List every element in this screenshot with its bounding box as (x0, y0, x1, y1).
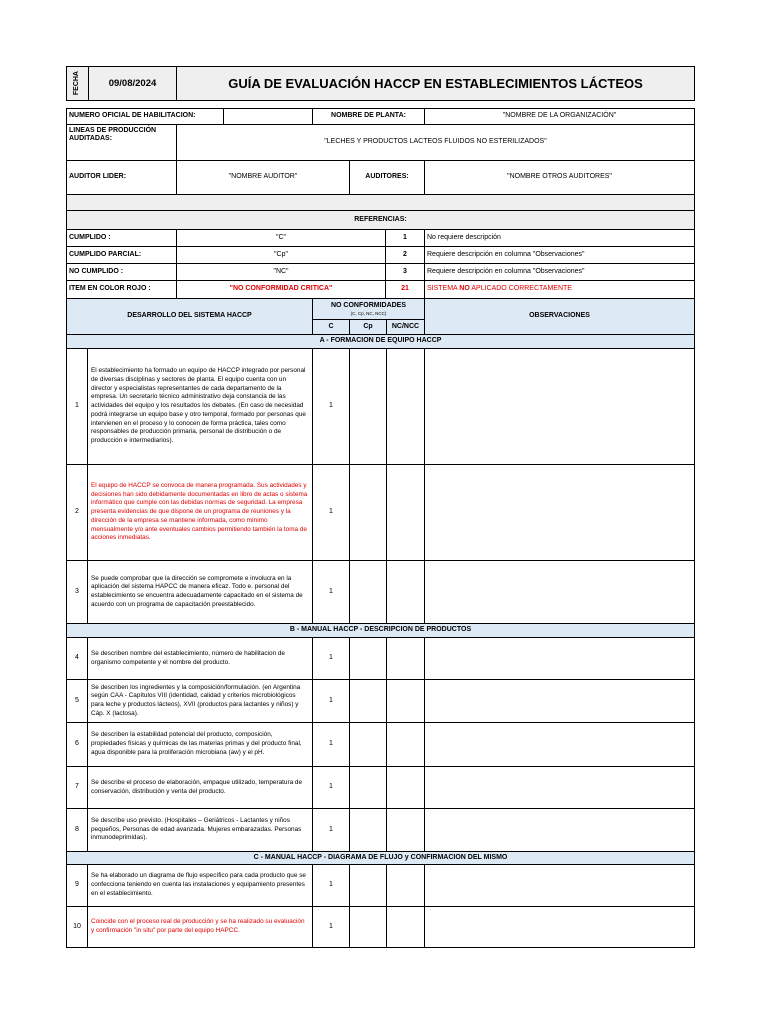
nc-header-title: NO CONFORMIDADES (330, 302, 407, 310)
item-9-number: 9 (66, 864, 88, 907)
item-1-text: El establecimiento ha formado un equipo de HACCP integrado por personal de diversas disciplinas y sectores de planta. El equipo cuenta con un director y especialistas representantes de cada departamento de la empresa. Un secretario técnico administrativo deja constancia de las actividades del equipo y los resultados los debates. (En caso de necesidad podrá integrarse un equipo base y otro temporal, formado por personas que intervienen en el proceso y lo conocen de forma práctica, tales como responsables de producción primaria, personal de distribución o de producción e intermediarios). (87, 348, 313, 465)
ref-desc-4-b: NO (459, 285, 470, 293)
item-6-nc[interactable] (386, 722, 425, 767)
ref-label-4: ITEM EN COLOR ROJO : (66, 280, 177, 299)
nc-header (312, 298, 425, 320)
ref-label-1: CUMPLIDO : (66, 229, 177, 247)
fecha-label: FECHA (73, 71, 81, 96)
item-5-observaciones[interactable] (424, 679, 695, 723)
item-7-observaciones[interactable] (424, 766, 695, 809)
ref-desc-1: No requiere descripción (424, 229, 695, 247)
item-3-number: 3 (66, 560, 88, 624)
item-4-c[interactable]: 1 (312, 637, 350, 680)
item-6-cp[interactable] (349, 722, 387, 767)
item-10-observaciones[interactable] (424, 906, 695, 948)
item-10-c[interactable]: 1 (312, 906, 350, 948)
item-9-text: Se ha elaborado un diagrama de flujo específico para cada producto que se confecciona teniendo en cuenta las instalaciones y equipamiento presentes en el establecimiento. (87, 864, 313, 907)
spacer-row (66, 194, 695, 211)
lineas-label: LINEAS DE PRODUCCIÓN AUDITADAS: (66, 124, 177, 161)
item-8-number: 8 (66, 808, 88, 852)
item-7-text: Se describe el proceso de elaboración, empaque utilizado, temperatura de conservación, distribución y venta del producto. (87, 766, 313, 809)
item-5-text: Se describen los ingredientes y la composición/formulación. (en Argentina según CAA - Capítulos VIII (identidad, calidad y criterios microbiológicos para leche y productos lácteos), XVII (productos para lactantes y niños) y Cáp. X (lactosa). (87, 679, 313, 723)
item-8-text: Se describe uso previsto. (Hospitales – Geriátricos - Lactantes y niños pequeños, Personas de edad avanzada. Mujeres embarazadas. Personas inmunodeprimidas). (87, 808, 313, 852)
item-2-nc[interactable] (386, 464, 425, 561)
item-1-observaciones[interactable] (424, 348, 695, 465)
item-8-cp[interactable] (349, 808, 387, 852)
nombre-planta-value: "NOMBRE DE LA ORGANIZACIÓN" (424, 108, 695, 125)
col-nc-header: NC/NCC (386, 319, 425, 335)
item-9-c[interactable]: 1 (312, 864, 350, 907)
numero-oficial-label: NUMERO OFICIAL DE HABILITACION: (66, 108, 224, 125)
item-6-c[interactable]: 1 (312, 722, 350, 767)
observaciones-header: OBSERVACIONES (424, 298, 695, 335)
ref-desc-4-c: APLICADO CORRECTAMENTE (469, 285, 572, 293)
item-1-c[interactable]: 1 (312, 348, 350, 465)
item-2-c[interactable]: 1 (312, 464, 350, 561)
item-3-c[interactable]: 1 (312, 560, 350, 624)
item-10-cp[interactable] (349, 906, 387, 948)
item-10-text: Coincide con el proceso real de producción y se ha realizado su evaluación y confirmación "in situ" por parte del equipo HAPCC. (87, 906, 313, 948)
referencias-title: REFERENCIAS: (66, 210, 695, 230)
lineas-value: "LECHES Y PRODUCTOS LACTEOS FLUIDOS NO ESTERILIZADOS" (176, 124, 695, 161)
ref-label-3: NO CUMPLIDO : (66, 263, 177, 281)
ref-desc-4 (424, 280, 695, 299)
nc-header-sub: (C, Cp, NC, NCC) (350, 310, 387, 316)
item-4-observaciones[interactable] (424, 637, 695, 680)
ref-label-2: CUMPLIDO PARCIAL: (66, 246, 177, 264)
item-3-cp[interactable] (349, 560, 387, 624)
item-6-text: Se describen la estabilidad potencial del producto, composición, propiedades físicas y químicas de las materias primas y del producto final, agua disponible para la proliferación microbiana (aw) y el pH. (87, 722, 313, 767)
ref-num-1: 1 (385, 229, 425, 247)
item-10-nc[interactable] (386, 906, 425, 948)
numero-oficial-value (223, 108, 313, 125)
desarrollo-header: DESARROLLO DEL SISTEMA HACCP (66, 298, 313, 335)
item-1-cp[interactable] (349, 348, 387, 465)
ref-num-4: 21 (385, 280, 425, 299)
ref-desc-2: Requiere descripción en columna "Observaciones" (424, 246, 695, 264)
section-b-title: B - MANUAL HACCP - DESCRIPCION DE PRODUCTOS (66, 623, 695, 638)
ref-code-4: "NO CONFORMIDAD CRITICA" (176, 280, 386, 299)
item-7-c[interactable]: 1 (312, 766, 350, 809)
ref-num-2: 2 (385, 246, 425, 264)
ref-code-2: "Cp" (176, 246, 386, 264)
col-c-header: C (312, 319, 350, 335)
ref-code-3: "NC" (176, 263, 386, 281)
item-7-number: 7 (66, 766, 88, 809)
item-5-number: 5 (66, 679, 88, 723)
ref-code-1: "C" (176, 229, 386, 247)
item-8-nc[interactable] (386, 808, 425, 852)
item-9-nc[interactable] (386, 864, 425, 907)
item-3-text: Se puede comprobar que la dirección se compromete e involucra en la aplicación del sistema HAPCC de manera eficaz. Todo e. personal del establecimiento se encuentra adecuadamente capacitado en el sistema de acuerdo con un programa de capacitación preestablecido. (87, 560, 313, 624)
section-c-title: C - MANUAL HACCP - DIAGRAMA DE FLUJO y CONFIRMACION DEL MISMO (66, 851, 695, 865)
report-date: 09/08/2024 (88, 66, 177, 101)
auditores-value: "NOMBRE OTROS AUDITORES" (424, 160, 695, 195)
item-3-observaciones[interactable] (424, 560, 695, 624)
item-2-text: El equipo de HACCP se convoca de manera programada. Sus actividades y decisiones han sido debidamente documentadas en libro de actas o sistema informático que cumple con las debidas normas de seguridad. La empresa presenta evidencias de que dispone de un programa de reuniones y la dirección de la empresa se mantiene informada, como mínimo mensualmente y/o ante eventuales cambios permitiendo también la toma de acciones inmediatas. (87, 464, 313, 561)
item-4-nc[interactable] (386, 637, 425, 680)
ref-num-3: 3 (385, 263, 425, 281)
item-4-text: Se describen nombre del establecimiento, número de habilitacion de organismo competente y el nombre del producto. (87, 637, 313, 680)
fecha-label-cell (66, 66, 89, 101)
item-1-number: 1 (66, 348, 88, 465)
item-9-cp[interactable] (349, 864, 387, 907)
item-2-cp[interactable] (349, 464, 387, 561)
ref-desc-4-a: SISTEMA (427, 285, 460, 293)
item-5-c[interactable]: 1 (312, 679, 350, 723)
item-7-nc[interactable] (386, 766, 425, 809)
item-1-nc[interactable] (386, 348, 425, 465)
item-6-number: 6 (66, 722, 88, 767)
ref-desc-3: Requiere descripción en columna "Observaciones" (424, 263, 695, 281)
item-2-number: 2 (66, 464, 88, 561)
item-10-number: 10 (66, 906, 88, 948)
item-9-observaciones[interactable] (424, 864, 695, 907)
auditor-lider-label: AUDITOR LIDER: (66, 160, 177, 195)
section-a-title: A - FORMACION DE EQUIPO HACCP (66, 334, 695, 349)
col-cp-header: Cp (349, 319, 387, 335)
item-2-observaciones[interactable] (424, 464, 695, 561)
auditor-lider-value: "NOMBRE AUDITOR" (176, 160, 350, 195)
page-title: GUÍA DE EVALUACIÓN HACCP EN ESTABLECIMIENTOS LÁCTEOS (176, 66, 695, 101)
auditores-label: AUDITORES: (349, 160, 425, 195)
item-8-observaciones[interactable] (424, 808, 695, 852)
item-4-number: 4 (66, 637, 88, 680)
item-4-cp[interactable] (349, 637, 387, 680)
item-3-nc[interactable] (386, 560, 425, 624)
item-5-nc[interactable] (386, 679, 425, 723)
item-7-cp[interactable] (349, 766, 387, 809)
item-8-c[interactable]: 1 (312, 808, 350, 852)
item-5-cp[interactable] (349, 679, 387, 723)
nombre-planta-label: NOMBRE DE PLANTA: (312, 108, 425, 125)
item-6-observaciones[interactable] (424, 722, 695, 767)
